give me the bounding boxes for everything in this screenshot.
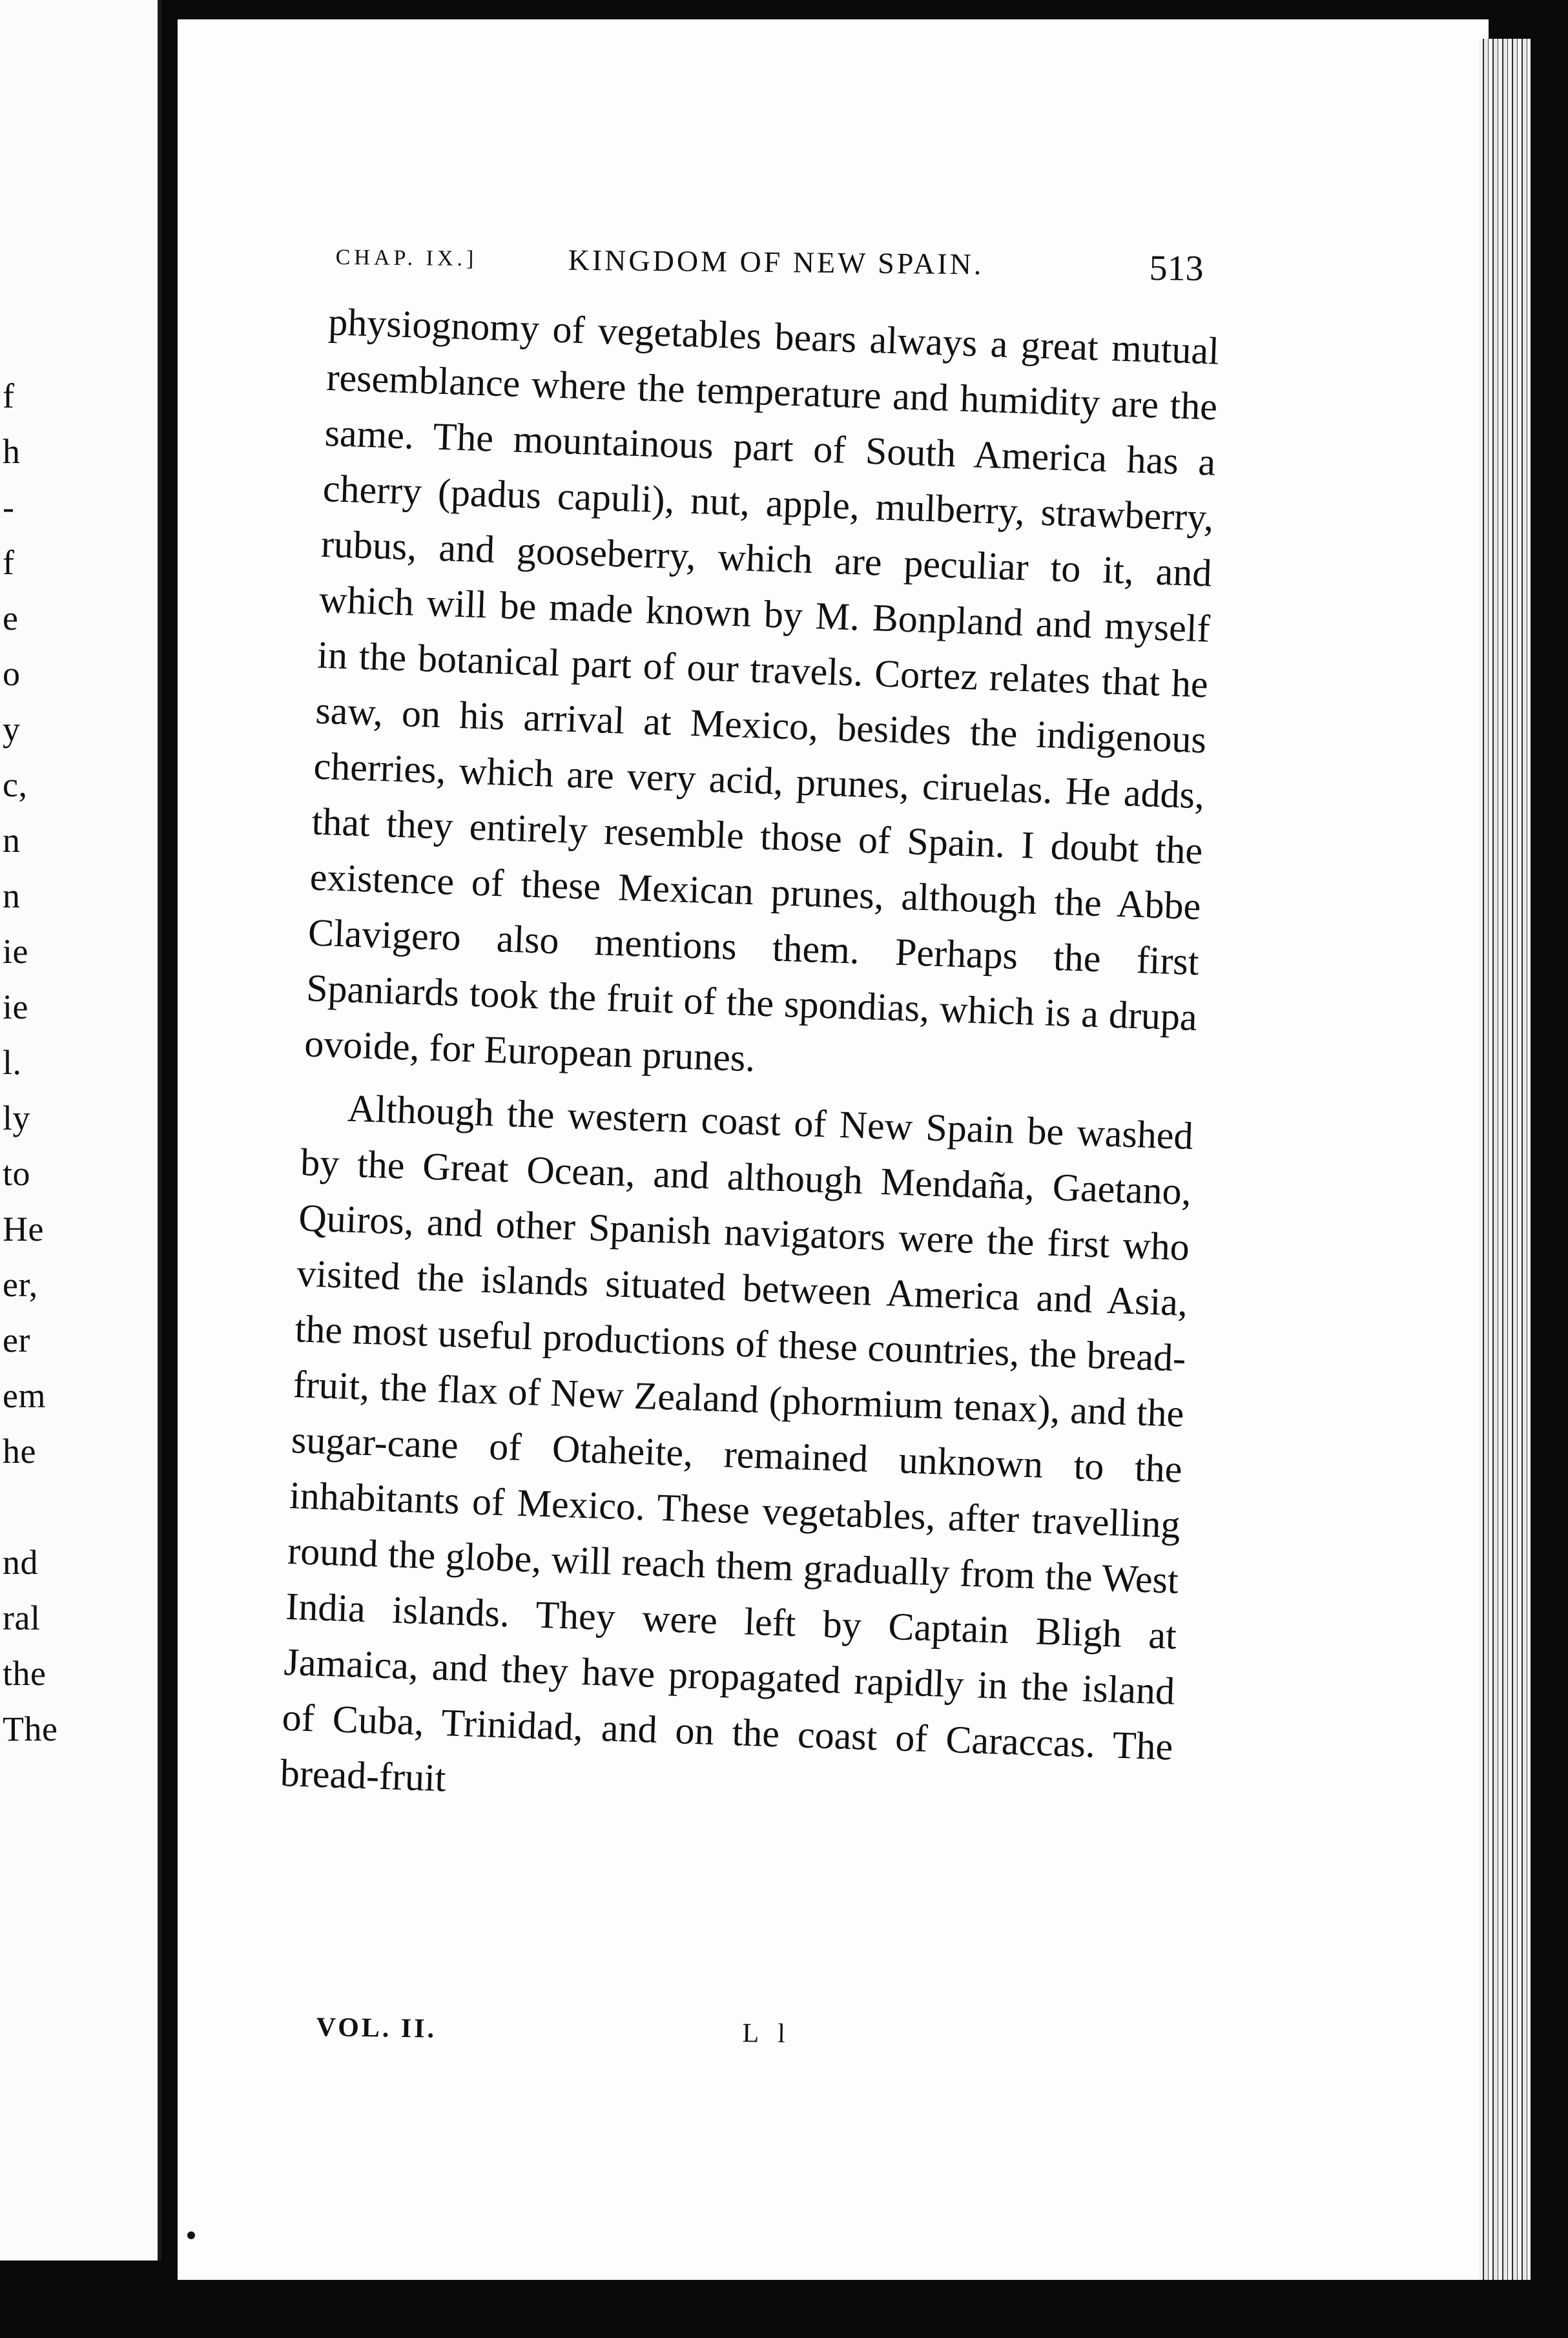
page-number: 513 [1149,248,1204,289]
left-page-fragment: em [3,1376,46,1415]
left-page-fragment: The [3,1710,58,1748]
left-page-fragment: he [3,1432,36,1471]
left-page-fragment: f [3,543,15,582]
page-edges [1479,39,1531,2286]
volume-label: VOL. II. [316,2012,437,2044]
left-page-fragment: He [3,1210,44,1248]
bottom-shadow [178,2280,1534,2338]
running-header [335,239,1240,300]
left-page-fragment: nd [3,1543,38,1582]
left-page [0,0,161,2260]
left-page-fragment: ly [3,1099,31,1137]
left-page-fragment: e [3,599,19,637]
left-page-fragment: l. [3,1043,22,1082]
ink-dot [187,2231,195,2239]
left-page-fragment: - [3,488,15,526]
left-page-fragment: y [3,710,21,749]
left-page-fragment: ral [3,1598,41,1637]
left-page-fragment: ie [3,988,28,1026]
body-text [280,294,1221,1830]
left-page-fragment: to [3,1154,31,1193]
running-title: KINGDOM OF NEW SPAIN. [568,243,984,281]
left-page-fragment: c, [3,765,28,804]
left-page-fragment: h [3,432,21,471]
left-page-fragment: n [3,876,21,915]
chapter-label: CHAP. IX.] [335,245,478,271]
signature-mark: L l [742,2018,792,2049]
left-page-fragment: f [3,377,15,415]
left-page-fragment: er, [3,1265,38,1304]
left-page-fragment [0,1479,155,1535]
left-page-fragment: the [3,1654,46,1693]
left-page-fragment: er [3,1321,30,1360]
left-page-fragment: o [3,654,21,693]
left-page-fragment: n [3,821,21,860]
left-page-text-fragments [0,368,155,1757]
paragraph-2: Although the western coast of New Spain be washed by the Great Ocean, and although Mendaña, Gaetano, Quiros, and other Spanish navigators were the first who visited the islands situated between America and Asia, the most useful productions of these countries, the bread-fruit, the flax of New Zealand (phormium tenax), and the sugar-cane of Otaheite, remained unknown to the inhabitants of Mexico. These vegetables, after travelling round the globe, will reach them gradually from the West India islands. They were left by Captain Bligh at Jamaica, and they have propagated rapidly in the island of Cuba, Trinidad, and on the coast of Caraccas. The bread-fruit [279,1086,1194,1800]
paragraph-1: physiognomy of vegetables bears always a great mutual resemblance where the temperature and humidity are the same. The mountainous part of South America has a cherry (padus capuli), nut, apple, mulberry, strawberry, rubus, and gooseberry, which are peculiar to it, and which will be made known by M. Bonpland and myself in the botanical part of our travels. Cortez relates that he saw, on his arrival at Mexico, besides the indigenous cherries, which are very acid, prunes, ciruelas. He adds, that they entirely resemble those of Spain. I doubt the existence of these Mexican prunes, although the Abbe Clavigero also mentions them. Perhaps the first Spaniards took the fruit of the spondias, which is a drupa ovoide, for European prunes. [304,300,1220,1080]
left-page-fragment: ie [3,932,28,971]
